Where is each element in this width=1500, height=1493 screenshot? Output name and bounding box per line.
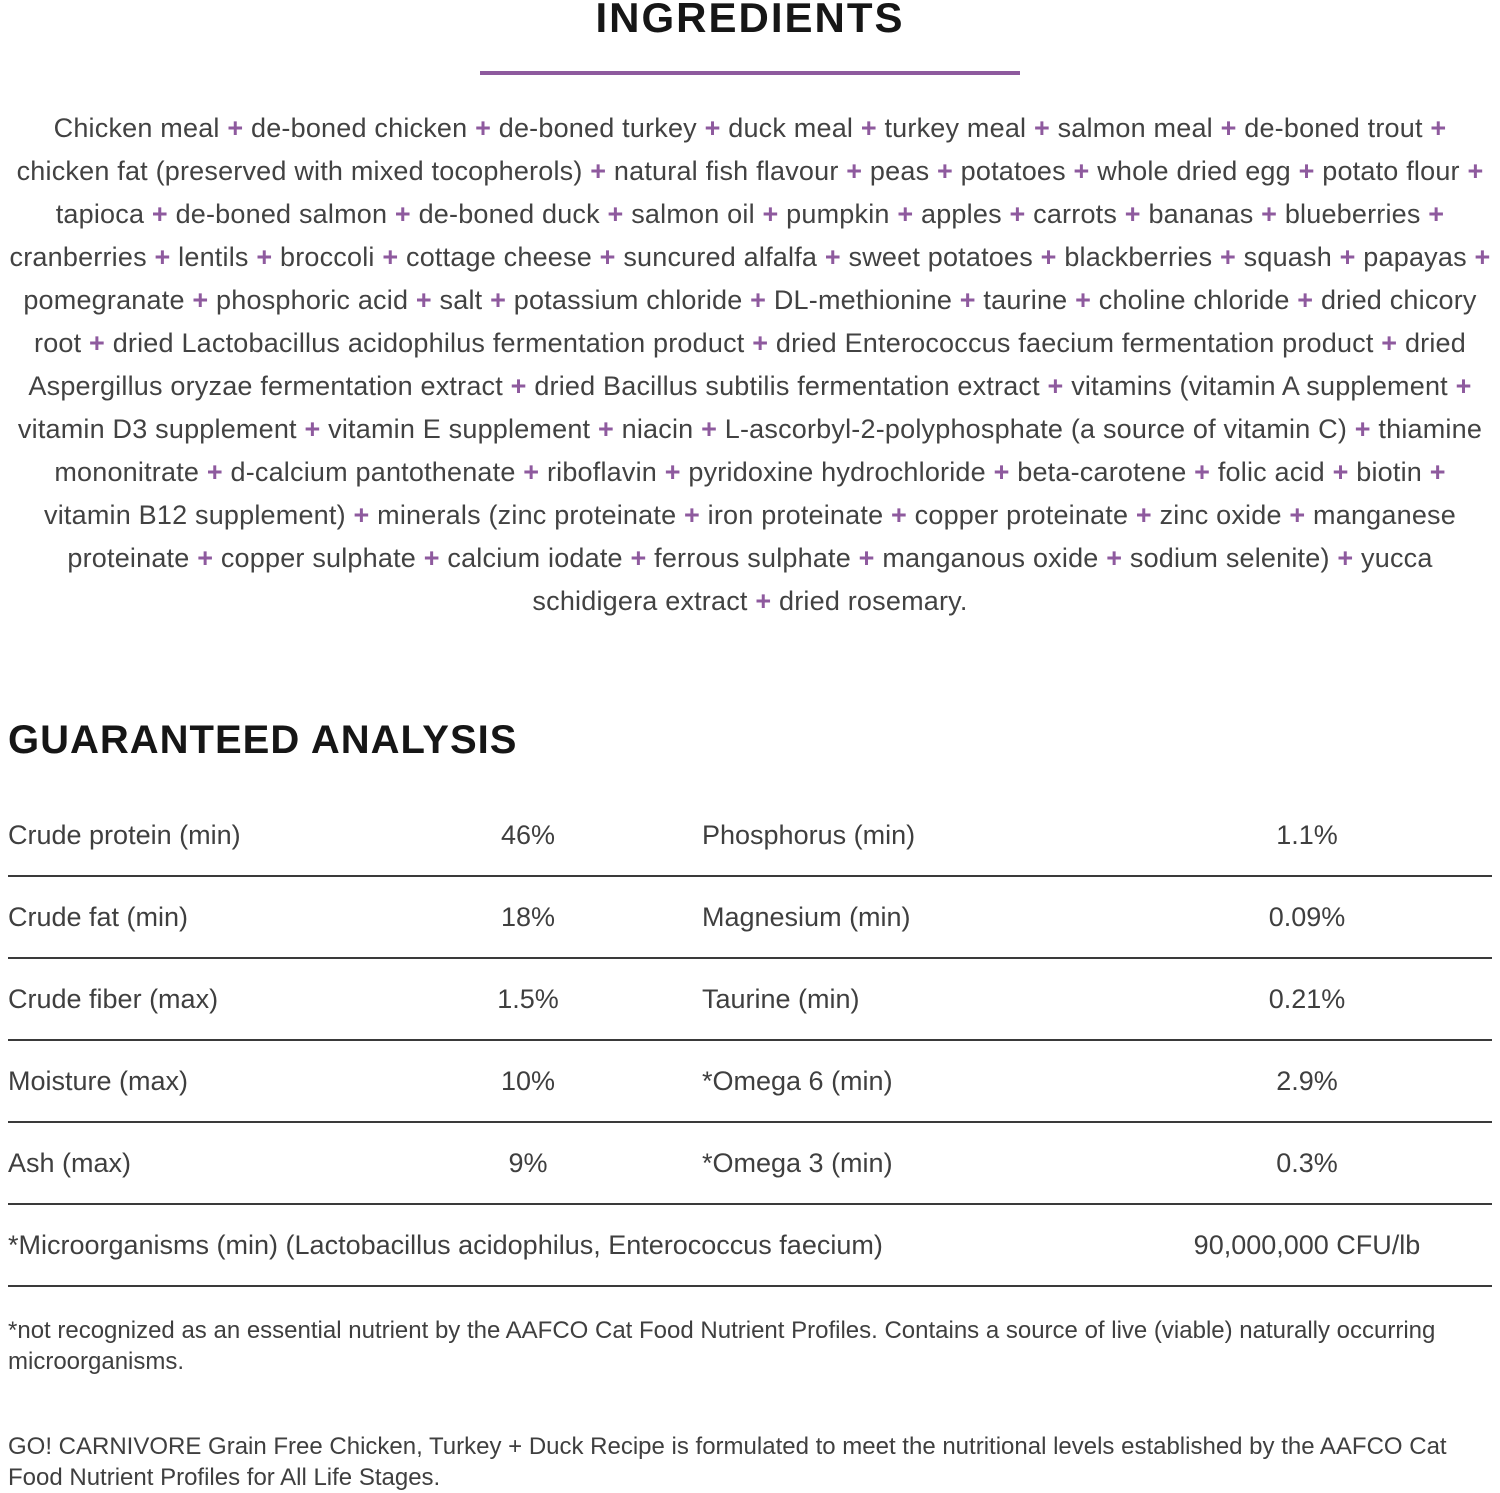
plus-separator: + xyxy=(936,156,953,186)
ingredient-item: yucca schidigera extract xyxy=(532,543,1433,616)
plus-separator: + xyxy=(824,242,841,272)
ingredient-item: cranberries xyxy=(9,242,147,272)
ingredient-item: de-boned turkey xyxy=(498,113,697,143)
analysis-label1: Crude protein (min) xyxy=(8,819,241,850)
ingredient-item: blueberries xyxy=(1284,199,1421,229)
plus-separator: + xyxy=(607,199,624,229)
analysis-value1: 18% xyxy=(500,901,556,932)
ingredient-item: de-boned chicken xyxy=(251,113,468,143)
analysis-row-full xyxy=(8,1205,1492,1287)
ingredient-item: pyridoxine hydrochloride xyxy=(688,457,986,487)
plus-separator: + xyxy=(599,242,616,272)
plus-separator: + xyxy=(1298,156,1315,186)
ingredient-item: dried chicory root xyxy=(34,285,1477,358)
ingredient-item: carrots xyxy=(1033,199,1118,229)
ingredient-item: copper sulphate xyxy=(220,543,416,573)
ingredient-item: potassium chloride xyxy=(513,285,743,315)
analysis-row xyxy=(8,1041,1492,1123)
ingredient-item: beta-carotene xyxy=(1017,457,1187,487)
ingredient-item: vitamin D3 supplement xyxy=(17,414,297,444)
plus-separator: + xyxy=(1040,242,1057,272)
ingredients-text xyxy=(8,107,1492,623)
ingredient-item: thiamine mononitrate xyxy=(54,414,1483,487)
ingredient-item: apples xyxy=(921,199,1002,229)
ingredient-item: chicken fat (preserved with mixed tocopherols) xyxy=(16,156,583,186)
plus-separator: + xyxy=(1339,242,1356,272)
plus-separator: + xyxy=(304,414,321,444)
plus-separator: + xyxy=(394,199,411,229)
analysis-label2: *Omega 3 (min) xyxy=(702,1147,893,1178)
ingredient-item: folic acid xyxy=(1217,457,1325,487)
ingredient-item: niacin xyxy=(621,414,694,444)
plus-separator: + xyxy=(1289,500,1306,530)
ingredient-item: de-boned salmon xyxy=(175,199,388,229)
plus-separator: + xyxy=(701,414,718,444)
ingredient-item: minerals (zinc proteinate xyxy=(377,500,677,530)
plus-separator: + xyxy=(704,113,721,143)
plus-separator: + xyxy=(1297,285,1314,315)
ingredient-item: calcium iodate xyxy=(447,543,623,573)
plus-separator: + xyxy=(1073,156,1090,186)
ingredient-item: copper proteinate xyxy=(914,500,1129,530)
ingredient-item: Chicken meal xyxy=(53,113,220,143)
ingredient-item: zinc oxide xyxy=(1159,500,1282,530)
ingredient-item: biotin xyxy=(1356,457,1422,487)
plus-separator: + xyxy=(959,285,976,315)
analysis-value2: 0.3% xyxy=(1276,1147,1338,1178)
analysis-row xyxy=(8,877,1492,959)
plus-separator: + xyxy=(1106,543,1123,573)
analysis-value2: 1.1% xyxy=(1276,819,1338,850)
analysis-row xyxy=(8,795,1492,877)
plus-separator: + xyxy=(664,457,681,487)
ingredient-item: dried Bacillus subtilis fermentation extract xyxy=(534,371,1040,401)
plus-separator: + xyxy=(755,586,772,616)
plus-separator: + xyxy=(256,242,273,272)
ingredient-item: dried Lactobacillus acidophilus fermentation product xyxy=(112,328,745,358)
plus-separator: + xyxy=(897,199,914,229)
ingredient-item: potatoes xyxy=(960,156,1066,186)
ingredient-item: blackberries xyxy=(1064,242,1213,272)
ingredient-item: DL-methionine xyxy=(773,285,953,315)
ingredient-item: salmon meal xyxy=(1057,113,1213,143)
ingredient-item: dried Aspergillus oryzae fermentation extract xyxy=(28,328,1466,401)
plus-separator: + xyxy=(597,414,614,444)
plus-separator: + xyxy=(151,199,168,229)
ingredient-item: vitamin E supplement xyxy=(328,414,591,444)
analysis-label1: Moisture (max) xyxy=(8,1065,189,1096)
ingredient-item: iron proteinate xyxy=(707,500,884,530)
plus-separator: + xyxy=(382,242,399,272)
ingredient-item: sodium selenite) xyxy=(1129,543,1330,573)
ingredient-item: salt xyxy=(439,285,483,315)
plus-separator: + xyxy=(1455,371,1472,401)
analysis-microorganisms-value: 90,000,000 CFU/lb xyxy=(1193,1229,1421,1260)
ingredient-item: manganous oxide xyxy=(882,543,1099,573)
plus-separator: + xyxy=(858,543,875,573)
analysis-value1: 1.5% xyxy=(497,983,559,1014)
analysis-label1: Crude fat (min) xyxy=(8,901,189,932)
analysis-table xyxy=(8,795,1492,1287)
ingredient-item: choline chloride xyxy=(1098,285,1290,315)
ingredient-item: broccoli xyxy=(279,242,375,272)
analysis-label2: Taurine (min) xyxy=(702,983,860,1014)
plus-separator: + xyxy=(192,285,209,315)
ingredient-item: taurine xyxy=(983,285,1068,315)
ingredient-item: potato flour xyxy=(1322,156,1460,186)
analysis-value1: 46% xyxy=(500,819,556,850)
analysis-label2: *Omega 6 (min) xyxy=(702,1065,893,1096)
ingredient-item: salmon oil xyxy=(631,199,755,229)
analysis-label2: Phosphorus (min) xyxy=(702,819,916,850)
footnote-aafco-nutrient: *not recognized as an essential nutrient by the AAFCO Cat Food Nutrient Profiles. Contains a source of live (viable) naturally occurring microorganisms. xyxy=(8,1317,1436,1375)
plus-separator: + xyxy=(1075,285,1092,315)
plus-separator: + xyxy=(891,500,907,530)
plus-separator: + xyxy=(197,543,214,573)
analysis-row xyxy=(8,959,1492,1041)
analysis-microorganisms-label: *Microorganisms (min) (Lactobacillus acidophilus, Enterococcus faecium) xyxy=(8,1229,883,1260)
plus-separator: + xyxy=(1428,199,1445,229)
analysis-value1: 9% xyxy=(508,1147,548,1178)
plus-separator: + xyxy=(415,285,432,315)
plus-separator: + xyxy=(1381,328,1398,358)
ingredient-item: vitamin B12 supplement) xyxy=(44,500,346,530)
plus-separator: + xyxy=(993,457,1010,487)
ingredient-item: dried Enterococcus faecium fermentation product xyxy=(775,328,1374,358)
ingredient-item: whole dried egg xyxy=(1097,156,1291,186)
ingredient-item: ferrous sulphate xyxy=(654,543,851,573)
plus-separator: + xyxy=(1009,199,1026,229)
analysis-value2: 0.09% xyxy=(1268,901,1346,932)
ingredient-item: bananas xyxy=(1148,199,1254,229)
ingredient-item: natural fish flavour xyxy=(613,156,839,186)
analysis-value2: 0.21% xyxy=(1268,983,1346,1014)
plus-separator: + xyxy=(1219,242,1236,272)
plus-separator: + xyxy=(1261,199,1278,229)
plus-separator: + xyxy=(684,500,700,530)
plus-separator: + xyxy=(1194,457,1211,487)
ingredient-item: pomegranate xyxy=(23,285,185,315)
ingredient-item: de-boned trout xyxy=(1244,113,1423,143)
plus-separator: + xyxy=(630,543,647,573)
plus-separator: + xyxy=(750,285,767,315)
ingredient-item: lentils xyxy=(178,242,249,272)
plus-separator: + xyxy=(1033,113,1050,143)
plus-separator: + xyxy=(752,328,769,358)
ingredient-item: peas xyxy=(869,156,930,186)
analysis-value2: 2.9% xyxy=(1276,1065,1338,1096)
ingredient-item: phosphoric acid xyxy=(216,285,409,315)
ingredient-item: d-calcium pantothenate xyxy=(230,457,516,487)
plus-separator: + xyxy=(1430,113,1447,143)
plus-separator: + xyxy=(1332,457,1349,487)
ingredient-item: dried rosemary. xyxy=(779,586,968,616)
footnote-formulation-statement: GO! CARNIVORE Grain Free Chicken, Turkey + Duck Recipe is formulated to meet the nutritional levels established by the AAFCO Cat Food Nutrient Profiles for All Life Stages. xyxy=(8,1433,1447,1491)
ingredient-item: pumpkin xyxy=(786,199,890,229)
plus-separator: + xyxy=(353,500,370,530)
plus-separator: + xyxy=(423,543,440,573)
ingredient-item: suncured alfalfa xyxy=(623,242,818,272)
plus-separator: + xyxy=(590,156,607,186)
ingredient-item: tapioca xyxy=(55,199,145,229)
ingredient-item: duck meal xyxy=(728,113,854,143)
plus-separator: + xyxy=(227,113,244,143)
ingredient-item: L-ascorbyl-2-polyphosphate (a source of vitamin C) xyxy=(724,414,1348,444)
plus-separator: + xyxy=(510,371,527,401)
ingredient-item: squash xyxy=(1243,242,1332,272)
plus-separator: + xyxy=(1135,500,1152,530)
ingredient-item: vitamins (vitamin A supplement xyxy=(1071,371,1448,401)
plus-separator: + xyxy=(1124,199,1141,229)
plus-separator: + xyxy=(475,113,492,143)
ingredient-item: papayas xyxy=(1363,242,1467,272)
plus-separator: + xyxy=(762,199,779,229)
plus-separator: + xyxy=(1354,414,1371,444)
analysis-label2: Magnesium (min) xyxy=(702,901,911,932)
analysis-row xyxy=(8,1123,1492,1205)
plus-separator: + xyxy=(1337,543,1354,573)
ingredient-item: sweet potatoes xyxy=(848,242,1033,272)
ingredient-item: turkey meal xyxy=(884,113,1027,143)
plus-separator: + xyxy=(1474,242,1491,272)
ingredient-item: manganese proteinate xyxy=(67,500,1456,573)
ingredient-item: cottage cheese xyxy=(406,242,592,272)
plus-separator: + xyxy=(1467,156,1484,186)
analysis-label1: Crude fiber (max) xyxy=(8,983,219,1014)
ingredients-title: INGREDIENTS xyxy=(595,0,905,41)
analysis-value1: 10% xyxy=(500,1065,556,1096)
plus-separator: + xyxy=(846,156,863,186)
guaranteed-analysis-title: GUARANTEED ANALYSIS xyxy=(8,718,518,762)
plus-separator: + xyxy=(1429,457,1446,487)
ingredient-item: de-boned duck xyxy=(418,199,600,229)
plus-separator: + xyxy=(860,113,877,143)
analysis-label1: Ash (max) xyxy=(8,1147,132,1178)
title-divider xyxy=(480,71,1020,75)
plus-separator: + xyxy=(89,328,105,358)
ingredient-item: riboflavin xyxy=(546,457,658,487)
plus-separator: + xyxy=(206,457,223,487)
plus-separator: + xyxy=(523,457,540,487)
plus-separator: + xyxy=(490,285,507,315)
plus-separator: + xyxy=(1047,371,1064,401)
plus-separator: + xyxy=(1220,113,1237,143)
plus-separator: + xyxy=(154,242,171,272)
